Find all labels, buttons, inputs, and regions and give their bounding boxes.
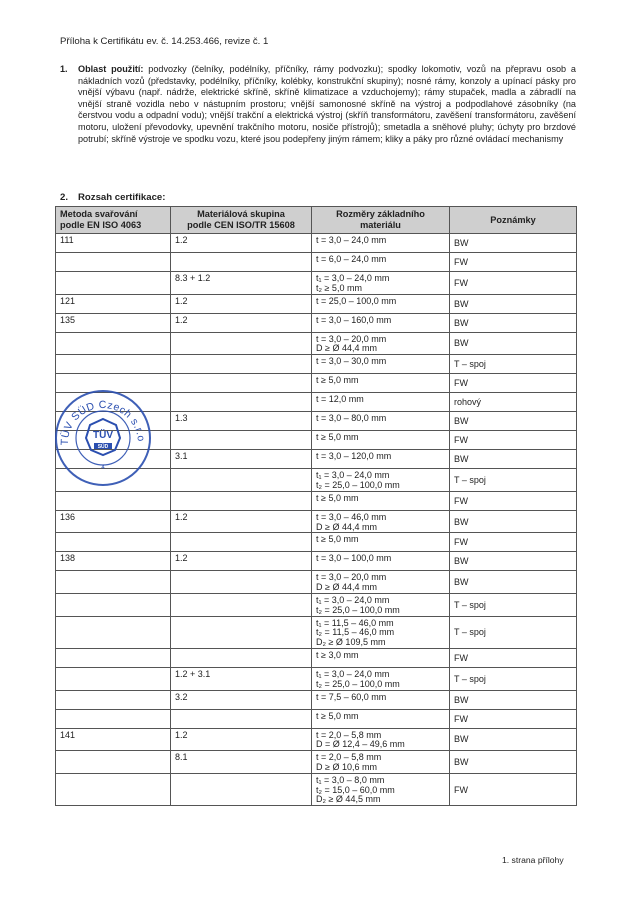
cell-notes: T – spoj [450,469,577,492]
cell-notes: BW [450,234,577,253]
cell-dimensions [312,393,450,412]
cell-notes: FW [450,491,577,510]
cell-notes: FW [450,648,577,667]
cell-material-group [171,332,312,355]
cell-material-group [171,469,312,492]
dimension-line: t₂ = 11,5 – 46,0 mm [316,627,395,638]
section-usage [60,64,576,145]
cell-notes: T – spoj [450,593,577,616]
cell-welding-method [56,355,171,374]
cell-dimensions [312,234,450,253]
table-row [56,253,577,272]
dimension-line: D ≥ Ø 44,4 mm [316,582,377,593]
cell-notes: FW [450,773,577,805]
cell-dimensions [312,751,450,774]
table-row [56,709,577,728]
table-body [56,234,577,806]
cell-dimensions [312,667,450,690]
dimension-line: t₁ = 3,0 – 24,0 mm [316,273,390,283]
cell-notes: BW [450,313,577,332]
cell-material-group [171,709,312,728]
cell-dimensions [312,571,450,594]
section-title: Rozsah certifikace: [78,192,166,203]
cell-dimensions [312,773,450,805]
section-number: 2. [60,192,69,203]
table-row [56,593,577,616]
cell-material-group: 1.2 [171,510,312,533]
dimension-line: D₂ ≥ Ø 44,5 mm [316,794,381,805]
cell-welding-method [56,491,171,510]
cell-material-group: 1.3 [171,412,312,431]
dimension-line: t ≥ 5,0 mm [316,710,359,721]
dimension-line: t₂ = 25,0 – 100,0 mm [316,678,400,689]
cell-notes: BW [450,332,577,355]
cell-welding-method: 141 [56,728,171,751]
dimension-line: t = 2,0 – 5,8 mm [316,752,382,763]
cell-material-group: 8.3 + 1.2 [171,272,312,295]
cell-welding-method [56,667,171,690]
cell-material-group [171,616,312,648]
cell-notes: T – spoj [450,616,577,648]
cell-dimensions [312,272,450,295]
dimension-line: t₁ = 11,5 – 46,0 mm [316,617,394,628]
dimension-line: t₂ = 25,0 – 100,0 mm [316,604,400,615]
dimension-line: D = Ø 12,4 – 49,6 mm [316,739,405,750]
dimension-line: D ≥ Ø 44,4 mm [316,521,377,532]
dimension-line: t ≥ 5,0 mm [316,432,359,443]
section-text [78,64,576,145]
header-dimensions: Rozměry základního materiálu [312,207,450,234]
cell-welding-method [56,648,171,667]
cell-notes: FW [450,272,577,295]
cell-welding-method: 121 [56,294,171,313]
cell-dimensions [312,450,450,469]
cell-material-group: 3.1 [171,450,312,469]
dimension-line: t ≥ 5,0 mm [316,534,359,545]
table-row [56,571,577,594]
cell-welding-method: 138 [56,552,171,571]
cell-material-group: 3.2 [171,690,312,709]
cell-material-group [171,491,312,510]
table-row [56,355,577,374]
cell-welding-method: 136 [56,510,171,533]
dimension-line: t = 3,0 – 24,0 mm [316,235,387,245]
svg-text:TÜV: TÜV [93,430,113,441]
cell-welding-method [56,533,171,552]
cell-welding-method [56,272,171,295]
dimension-line: t₁ = 3,0 – 8,0 mm [316,774,385,785]
cell-notes: FW [450,431,577,450]
dimension-line: D ≥ Ø 10,6 mm [316,761,377,772]
cell-welding-method [56,616,171,648]
cell-welding-method [56,690,171,709]
dimension-line: t = 3,0 – 30,0 mm [316,356,387,367]
cell-dimensions [312,469,450,492]
cell-notes: FW [450,374,577,393]
table-row [56,773,577,805]
table-row [56,728,577,751]
table-row [56,751,577,774]
cell-material-group [171,431,312,450]
cell-material-group: 8.1 [171,751,312,774]
cell-material-group [171,593,312,616]
dimension-line: t₁ = 3,0 – 24,0 mm [316,470,390,481]
page-footer: 1. strana přílohy [502,855,564,865]
cell-dimensions [312,431,450,450]
header-notes: Poznámky [450,207,577,234]
cell-notes: FW [450,709,577,728]
dimension-line: t₁ = 3,0 – 24,0 mm [316,668,390,679]
cell-dimensions [312,491,450,510]
cell-material-group [171,648,312,667]
cell-dimensions [312,616,450,648]
cell-notes: BW [450,412,577,431]
table-row [56,234,577,253]
dimension-line: t = 2,0 – 5,8 mm [316,729,382,740]
cell-material-group [171,773,312,805]
dimension-line: t₁ = 3,0 – 24,0 mm [316,594,390,605]
cell-dimensions [312,533,450,552]
cell-dimensions [312,728,450,751]
header-welding-method: Metoda svařování podle EN ISO 4063 [56,207,171,234]
cell-welding-method [56,593,171,616]
dimension-line: t ≥ 5,0 mm [316,492,359,503]
cell-material-group: 1.2 [171,552,312,571]
dimension-line: D ≥ Ø 44,4 mm [316,343,377,354]
dimension-line: D₂ ≥ Ø 109,5 mm [316,637,386,648]
cell-notes: BW [450,510,577,533]
dimension-line: t₂ = 25,0 – 100,0 mm [316,479,400,490]
cell-dimensions [312,593,450,616]
cell-notes: T – spoj [450,355,577,374]
cell-dimensions [312,355,450,374]
tuv-stamp [52,387,154,489]
cell-welding-method [56,332,171,355]
cell-dimensions [312,709,450,728]
dimension-line: t = 3,0 – 80,0 mm [316,413,387,424]
dimension-line: t = 25,0 – 100,0 mm [316,295,397,306]
dimension-line: t = 3,0 – 100,0 mm [316,553,392,564]
dimension-line: t ≥ 5,0 mm [316,375,359,386]
cell-material-group: 1.2 [171,728,312,751]
table-row [56,491,577,510]
section-body: podvozky (čelníky, podélníky, příčníky, rámy podvozku); spodky lokomotiv, vozů na přepravu osob a nákladních vozů (představky, podélníky, příčníky, kolébky, konstrukční skupiny); nosné rámy, konzoly a upínací pásky pro vnější výbavu (např. nádrže, elektrické skříně, skříně klimatizace a vzduchojemy); rámy stupaček, madla a zábradlí na vnější straně vozidla nebo v nástupním prostoru; vnější samonosné skříně na výstroj a podpodlahové zásobníky (na čerstvou vodu a odpadní vodu); vnější trakční a elektrická výstroj (skříň transformátoru, zavěšení transformátoru, zavěšení motoru, uložení převodovky, upevnění trakčního motoru, nosiče přístrojů); smetadla a sněhové pluhy; úchyty pro brzdové potrubí; skříně výstroje ve spodku vozu, které jsou podepřeny jiným rámem; kliky a páky pro různé ovládací mechanismy [78,64,576,144]
section-number: 1. [60,64,68,74]
cell-material-group: 1.2 [171,234,312,253]
cell-notes: BW [450,728,577,751]
cell-dimensions [312,690,450,709]
certification-table [55,206,577,806]
cell-welding-method [56,751,171,774]
cell-dimensions [312,294,450,313]
table-row [56,616,577,648]
header-material-group: Materiálová skupina podle CEN ISO/TR 15608 [171,207,312,234]
cell-material-group [171,393,312,412]
cell-welding-method [56,253,171,272]
table-row [56,690,577,709]
cell-notes: BW [450,571,577,594]
dimension-line: t = 3,0 – 20,0 mm [316,572,387,583]
cell-welding-method: 111 [56,234,171,253]
dimension-line: t = 3,0 – 46,0 mm [316,511,387,522]
cell-dimensions [312,648,450,667]
cell-dimensions [312,510,450,533]
cell-material-group [171,374,312,393]
dimension-line: t = 12,0 mm [316,394,364,405]
dimension-line: t₂ = 15,0 – 60,0 mm [316,784,395,795]
table-row [56,552,577,571]
stamp-text: TÜV SÜD Czech s.r.o [58,398,148,446]
cell-notes: BW [450,690,577,709]
cell-dimensions [312,374,450,393]
document-header: Příloha k Certifikátu ev. č. 14.253.466, revize č. 1 [60,36,269,47]
table-row [56,272,577,295]
dimension-line: t = 3,0 – 120,0 mm [316,451,392,462]
cell-dimensions [312,253,450,272]
dimension-line: t₂ ≥ 5,0 mm [316,282,362,293]
table-row [56,313,577,332]
cell-material-group [171,533,312,552]
table-row [56,533,577,552]
cell-notes: BW [450,552,577,571]
cell-material-group: 1.2 [171,294,312,313]
cell-material-group [171,571,312,594]
cell-material-group [171,253,312,272]
cell-welding-method [56,709,171,728]
cell-notes: FW [450,533,577,552]
stamp-number: 4 [101,465,105,471]
dimension-line: t = 6,0 – 24,0 mm [316,254,387,264]
table-row [56,332,577,355]
table-row [56,510,577,533]
dimension-line: t = 3,0 – 20,0 mm [316,333,387,344]
cell-notes: BW [450,450,577,469]
section-scope [60,192,165,203]
cell-material-group: 1.2 [171,313,312,332]
cell-notes: T – spoj [450,667,577,690]
tuv-logo-icon [86,419,120,455]
table-row [56,294,577,313]
cell-dimensions [312,412,450,431]
cell-welding-method [56,773,171,805]
cell-material-group: 1.2 + 3.1 [171,667,312,690]
cell-notes: rohový [450,393,577,412]
cell-welding-method: 135 [56,313,171,332]
cell-notes: BW [450,751,577,774]
cell-dimensions [312,552,450,571]
cell-welding-method [56,571,171,594]
cell-notes: BW [450,294,577,313]
dimension-line: t = 7,5 – 60,0 mm [316,691,387,702]
table-row [56,648,577,667]
table-header-row [56,207,577,234]
cell-notes: FW [450,253,577,272]
svg-text:SÜD: SÜD [97,444,109,450]
table-row [56,667,577,690]
dimension-line: t = 3,0 – 160,0 mm [316,314,392,325]
section-title: Oblast použití: [78,64,144,74]
cell-material-group [171,355,312,374]
cell-dimensions [312,313,450,332]
cell-dimensions [312,332,450,355]
dimension-line: t ≥ 3,0 mm [316,649,359,660]
